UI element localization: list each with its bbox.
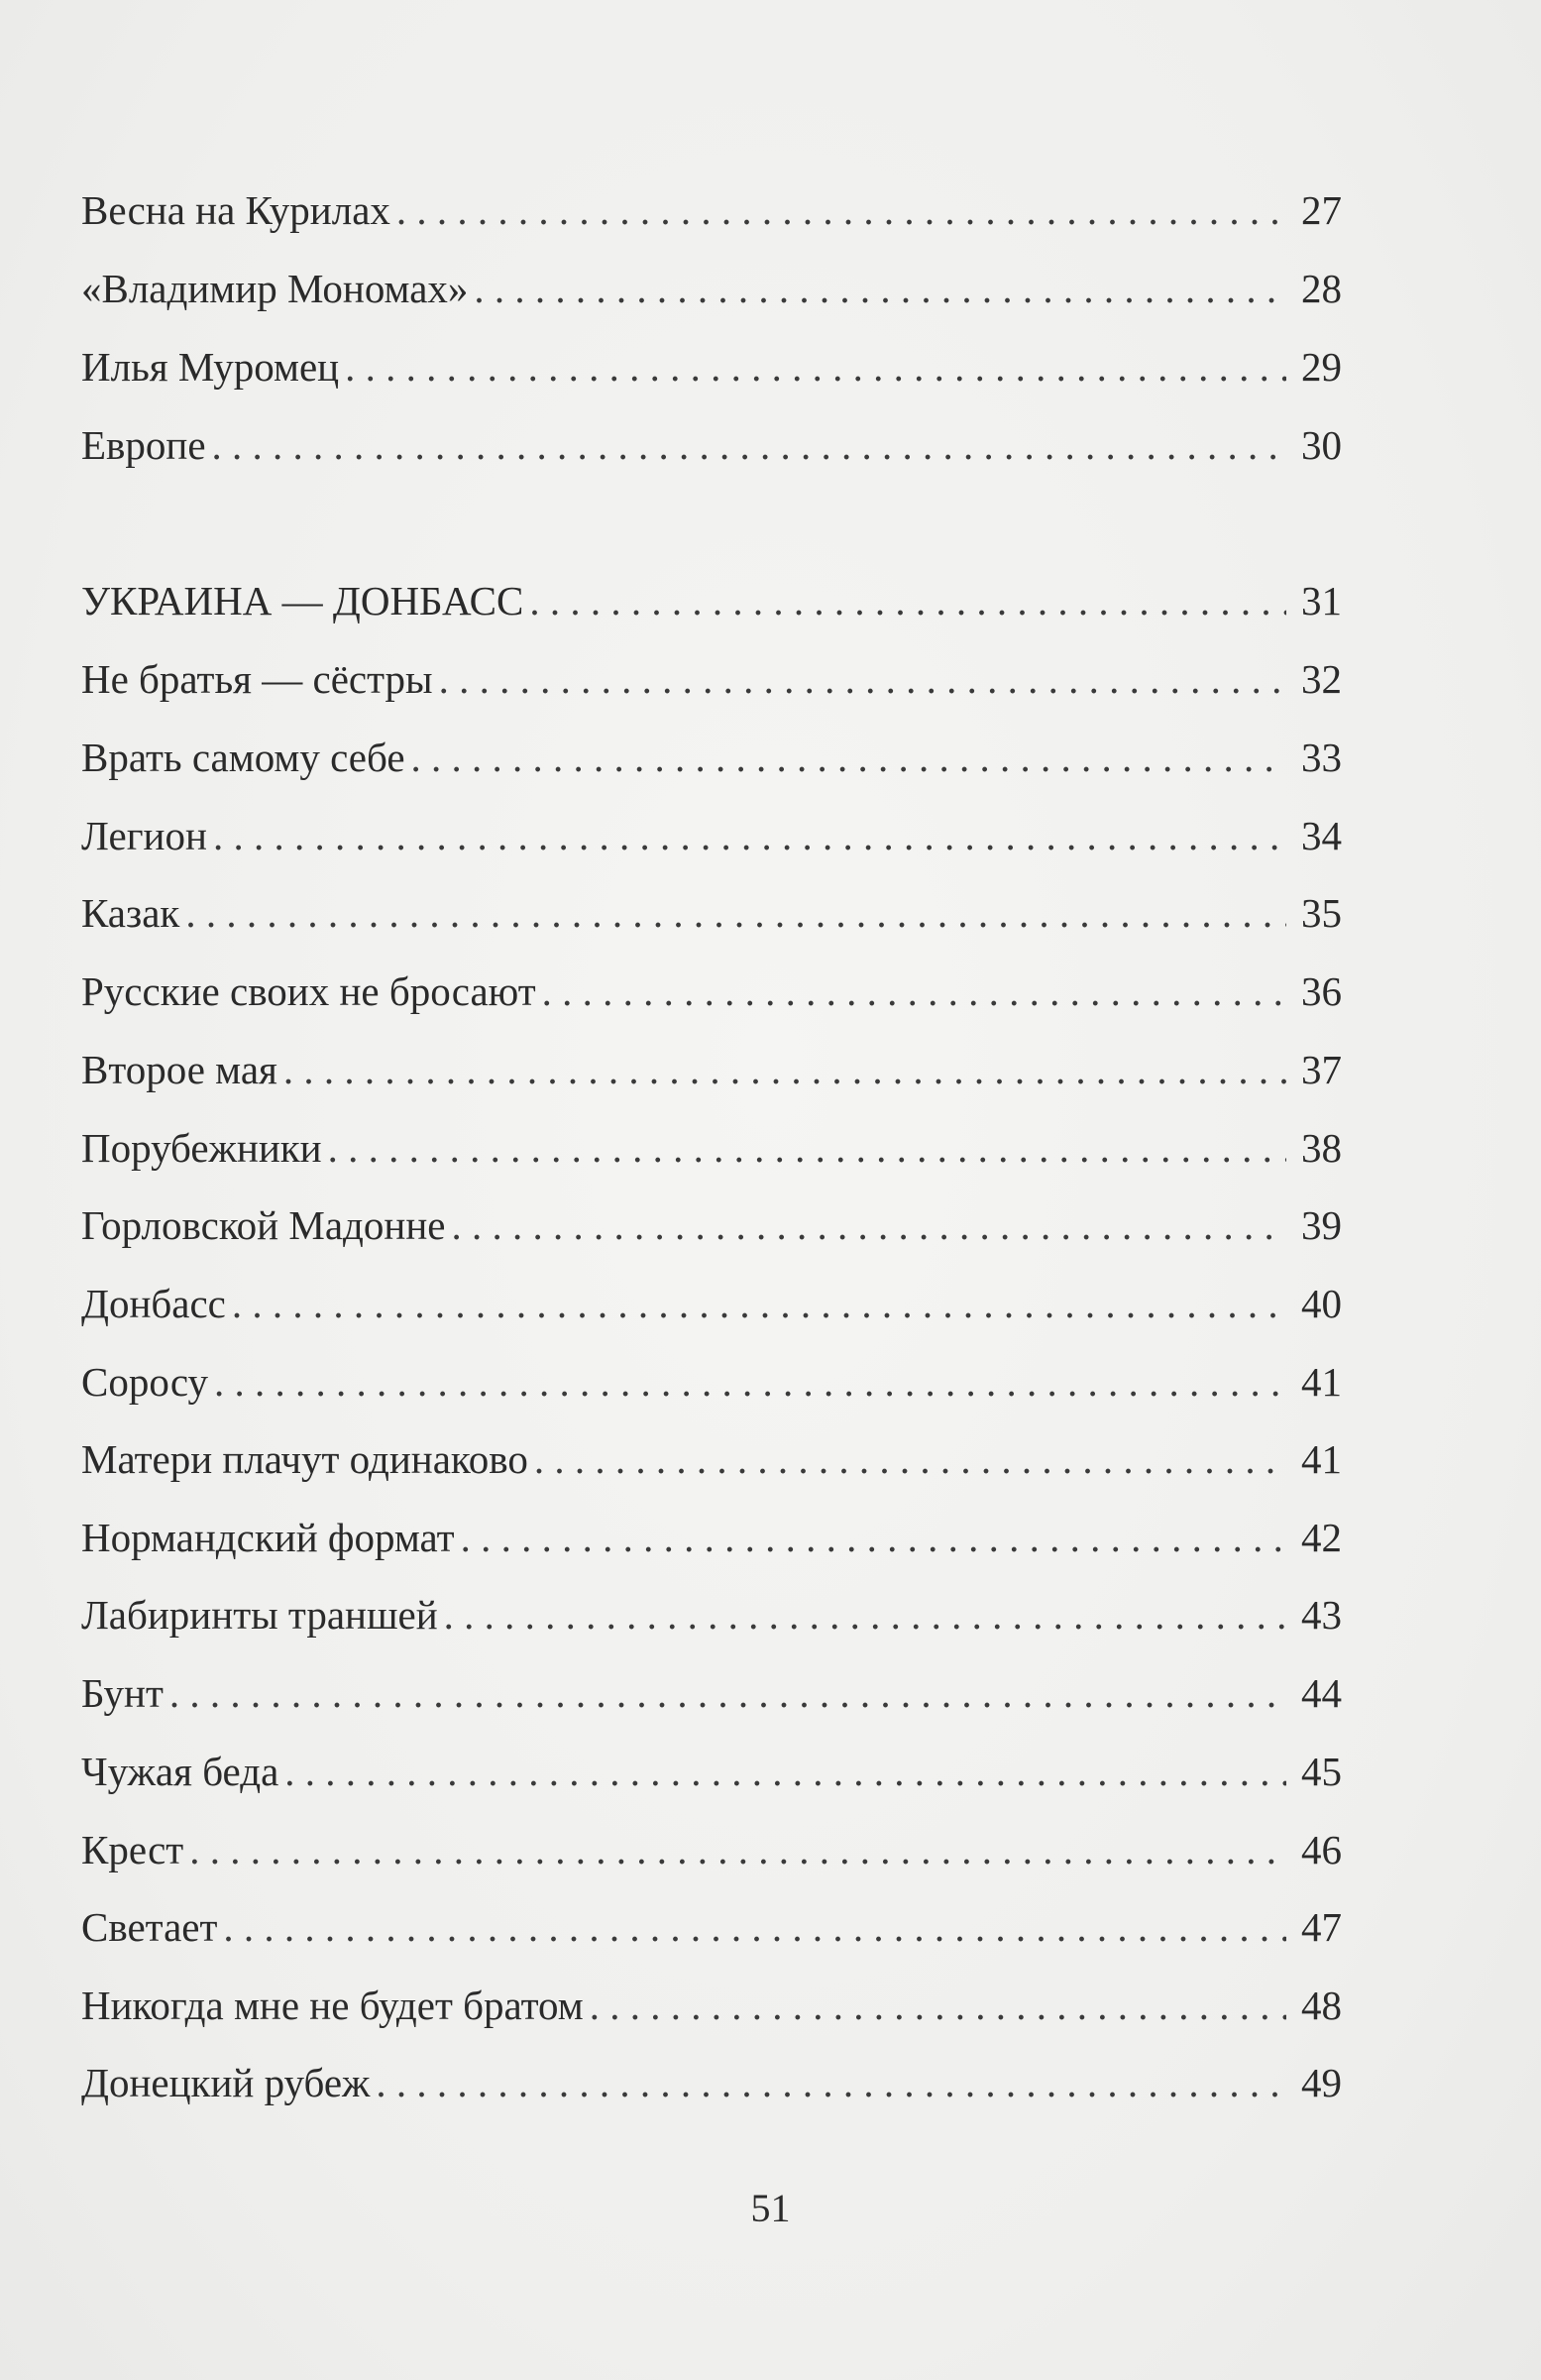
toc-entry-page: 41 <box>1301 1436 1342 1482</box>
toc-entry <box>81 962 1342 1021</box>
toc-entry-page: 32 <box>1301 656 1342 702</box>
toc-entry-title: Никогда мне не будет братом <box>81 1983 584 2028</box>
toc-entry <box>81 1508 1342 1567</box>
toc-entry-page: 48 <box>1301 1983 1342 2028</box>
toc-leader-dots <box>376 2053 1286 2112</box>
toc-leader-dots <box>451 1195 1286 1255</box>
toc-entry-page: 27 <box>1301 187 1342 233</box>
toc-entry <box>81 1663 1342 1723</box>
toc-entry <box>81 1429 1342 1489</box>
toc-leader-dots <box>283 1040 1286 1099</box>
toc-entry-title: Весна на Курилах <box>81 187 390 233</box>
toc-entry-title: Врать самому себе <box>81 735 405 780</box>
toc-entry <box>81 1742 1342 1801</box>
toc-entry-title: Русские своих не бросают <box>81 968 536 1014</box>
toc-entry <box>81 1195 1342 1255</box>
toc-leader-dots <box>474 259 1286 318</box>
toc-entry-page: 36 <box>1301 968 1342 1014</box>
toc-entry <box>81 2053 1342 2112</box>
toc-entry-title: Не братья — сёстры <box>81 656 433 702</box>
toc-entry-page: 33 <box>1301 735 1342 780</box>
toc-entry-page: 46 <box>1301 1827 1342 1872</box>
toc-leader-dots <box>345 337 1286 397</box>
toc-entry-title: Соросу <box>81 1359 209 1405</box>
toc-leader-dots <box>169 1663 1286 1723</box>
toc-entry <box>81 1118 1342 1178</box>
toc-leader-dots <box>534 1429 1286 1489</box>
toc-entry-title: Светает <box>81 1904 218 1950</box>
toc-leader-dots <box>284 1742 1286 1801</box>
toc-entry <box>81 337 1342 397</box>
toc-entry-title: Донбасс <box>81 1281 226 1326</box>
toc-entry-page: 47 <box>1301 1904 1342 1950</box>
toc-leader-dots <box>212 415 1286 475</box>
toc-leader-dots <box>542 962 1286 1021</box>
toc-leader-dots <box>232 1274 1286 1333</box>
toc-entry <box>81 1040 1342 1099</box>
toc-entry-page: 49 <box>1301 2060 1342 2105</box>
toc-leader-dots <box>396 180 1286 240</box>
toc-entry <box>81 1274 1342 1333</box>
toc-entry-page: 31 <box>1301 578 1342 623</box>
toc-entry-page: 34 <box>1301 813 1342 858</box>
toc-entry <box>81 806 1342 865</box>
toc-entry <box>81 1976 1342 2035</box>
toc-entry-page: 38 <box>1301 1125 1342 1171</box>
toc-leader-dots <box>529 571 1286 630</box>
toc-leader-dots <box>444 1585 1286 1644</box>
toc-entry-page: 28 <box>1301 266 1342 311</box>
toc-entry-page: 43 <box>1301 1592 1342 1638</box>
toc-entry <box>81 1352 1342 1412</box>
toc-entry-title: Чужая беда <box>81 1749 279 1794</box>
toc-leader-dots <box>461 1508 1286 1567</box>
toc-entry-title: Казак <box>81 890 180 936</box>
toc-leader-dots <box>439 649 1286 709</box>
toc-entry-page: 30 <box>1301 422 1342 468</box>
toc-entry-page: 40 <box>1301 1281 1342 1326</box>
toc-entry-title: Лабиринты траншей <box>81 1592 438 1638</box>
toc-entry-page: 41 <box>1301 1359 1342 1405</box>
toc-entry-page: 42 <box>1301 1515 1342 1560</box>
toc-entry-page: 29 <box>1301 344 1342 390</box>
toc-entry <box>81 415 1342 475</box>
toc-entry <box>81 1897 1342 1957</box>
toc-entry-title: Европе <box>81 422 206 468</box>
toc-entry-title: УКРАИНА — ДОНБАСС <box>81 578 524 623</box>
toc-entry-title: Горловской Мадонне <box>81 1202 446 1248</box>
toc-section-heading <box>81 571 1342 630</box>
toc-entry-page: 39 <box>1301 1202 1342 1248</box>
toc-entry-page: 45 <box>1301 1749 1342 1794</box>
toc-entry-title: Нормандский формат <box>81 1515 455 1560</box>
toc-entry <box>81 728 1342 787</box>
toc-entry-page: 37 <box>1301 1047 1342 1092</box>
toc-entry <box>81 259 1342 318</box>
toc-entry-title: Второе мая <box>81 1047 277 1092</box>
toc-entry <box>81 883 1342 943</box>
toc-entry <box>81 180 1342 240</box>
toc-entry-page: 44 <box>1301 1670 1342 1716</box>
toc-entry-title: Бунт <box>81 1670 164 1716</box>
toc-entry-page: 35 <box>1301 890 1342 936</box>
toc-leader-dots <box>223 1897 1286 1957</box>
toc-leader-dots <box>411 728 1286 787</box>
toc-entry-title: «Владимир Мономах» <box>81 266 469 311</box>
toc-entry <box>81 649 1342 709</box>
toc-leader-dots <box>189 1820 1286 1879</box>
toc-entry-title: Илья Муромец <box>81 344 340 390</box>
toc-entry-title: Легион <box>81 813 207 858</box>
toc-leader-dots <box>328 1118 1286 1178</box>
toc-entry <box>81 1585 1342 1644</box>
toc-entry-title: Крест <box>81 1827 184 1872</box>
toc-entry-title: Донецкий рубеж <box>81 2060 371 2105</box>
toc-leader-dots <box>590 1976 1286 2035</box>
page-number: 51 <box>750 2186 791 2230</box>
toc-entry-title: Порубежники <box>81 1125 322 1171</box>
toc-leader-dots <box>185 883 1286 943</box>
toc-entry-title: Матери плачут одинаково <box>81 1436 528 1482</box>
toc-leader-dots <box>214 1352 1286 1412</box>
toc-leader-dots <box>213 806 1286 865</box>
toc-entry <box>81 1820 1342 1879</box>
